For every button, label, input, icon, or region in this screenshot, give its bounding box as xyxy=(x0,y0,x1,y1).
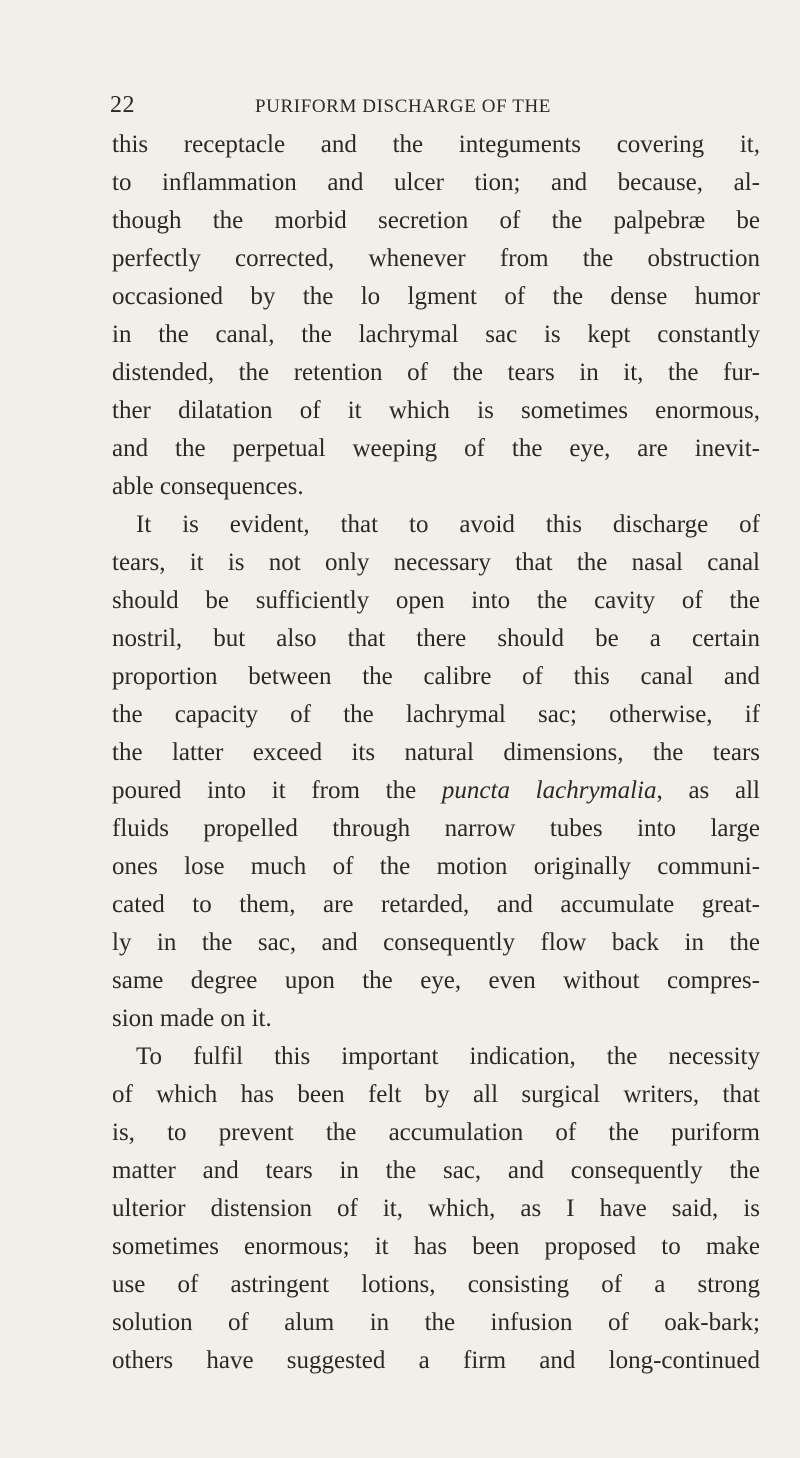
running-title: PURIFORM DISCHARGE OF THE xyxy=(255,96,552,117)
italic-term: puncta lachrymalia xyxy=(441,777,657,804)
text-line: the capacity of the lachrymal sac; otherwise, if xyxy=(112,701,760,728)
text-line: is, to prevent the accumulation of the puriform xyxy=(112,1119,760,1146)
text-line: matter and tears in the sac, and consequently the xyxy=(112,1157,760,1184)
text-line: cated to them, are retarded, and accumulate great- xyxy=(112,891,760,918)
text-line: sometimes enormous; it has been proposed to make xyxy=(112,1233,760,1260)
text-line: nostril, but also that there should be a certain xyxy=(112,625,760,652)
paragraph-end-line: sion made on it. xyxy=(112,1005,272,1032)
text-line: to inflammation and ulcer tion; and because, al- xyxy=(112,169,760,196)
text-line: same degree upon the eye, even without compres- xyxy=(112,967,760,994)
text-line: though the morbid secretion of the palpebræ be xyxy=(112,207,760,234)
text-line: and the perpetual weeping of the eye, are inevit- xyxy=(112,435,760,462)
text-line: tears, it is not only necessary that the nasal canal xyxy=(112,549,760,576)
text-line: solution of alum in the infusion of oak-bark; xyxy=(112,1309,760,1336)
text-line: ones lose much of the motion originally communi- xyxy=(112,853,760,880)
paragraph-end-line: able consequences. xyxy=(112,473,304,500)
text-line: others have suggested a firm and long-continued xyxy=(112,1347,760,1374)
text-line-with-italic xyxy=(112,772,760,810)
text-line: this receptacle and the integuments covering it, xyxy=(112,131,760,158)
paragraph-start-line: It is evident, that to avoid this discharge of xyxy=(136,511,760,538)
text-line: the latter exceed its natural dimensions, the tears xyxy=(112,739,760,766)
line-segment: , as all xyxy=(656,777,760,804)
text-line: should be sufficiently open into the cavity of the xyxy=(112,587,760,614)
text-line: occasioned by the lo lgment of the dense humor xyxy=(112,283,760,310)
text-line: ther dilatation of it which is sometimes enormous, xyxy=(112,397,760,424)
text-line: distended, the retention of the tears in it, the fur- xyxy=(112,359,760,386)
running-head xyxy=(110,92,760,122)
text-line: in the canal, the lachrymal sac is kept constantly xyxy=(112,321,760,348)
text-line: use of astringent lotions, consisting of a strong xyxy=(112,1271,760,1298)
text-line: of which has been felt by all surgical writers, that xyxy=(112,1081,760,1108)
body-text xyxy=(112,126,760,1380)
text-line: fluids propelled through narrow tubes into large xyxy=(112,815,760,842)
text-line: ly in the sac, and consequently flow back in the xyxy=(112,929,760,956)
text-line: proportion between the calibre of this canal and xyxy=(112,663,760,690)
paragraph-start-line: To fulfil this important indication, the necessity xyxy=(136,1043,760,1070)
text-line: ulterior distension of it, which, as I have said, is xyxy=(112,1195,760,1222)
text-line: perfectly corrected, whenever from the obstruction xyxy=(112,245,760,272)
page-number: 22 xyxy=(110,92,135,118)
line-segment: poured into it from the xyxy=(112,777,442,804)
